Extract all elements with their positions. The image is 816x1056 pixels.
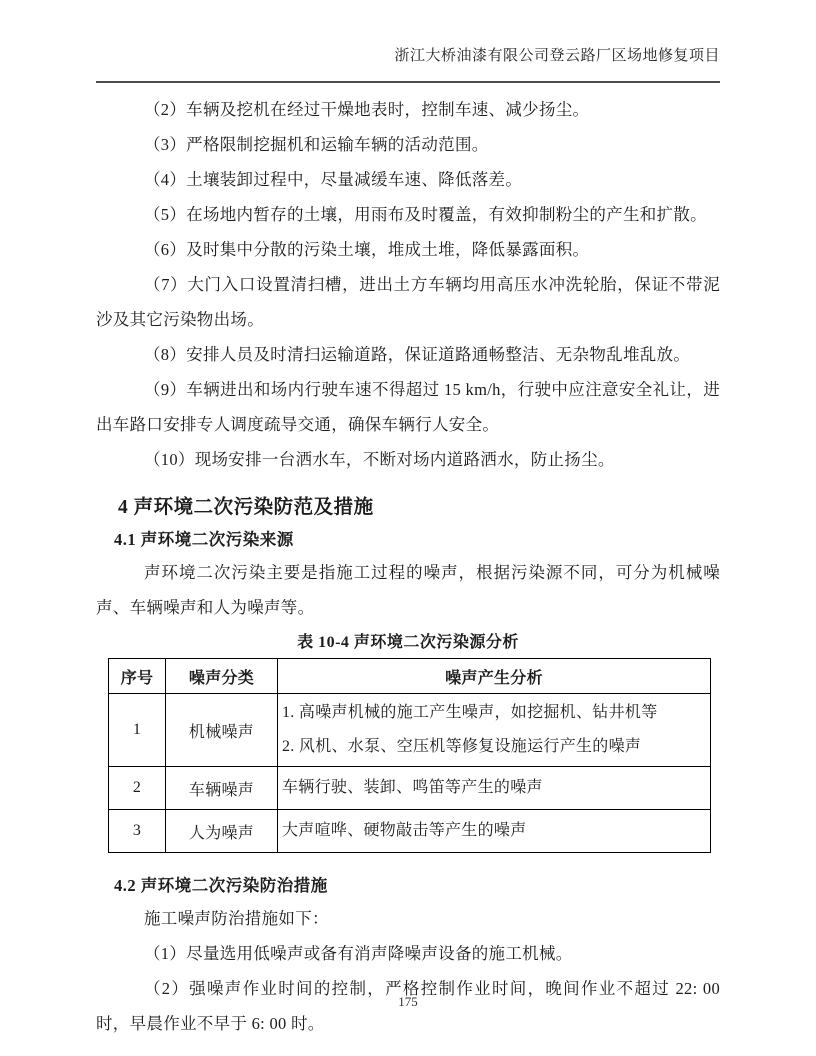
dust-measure-item: （8）安排人员及时清扫运输道路，保证道路通畅整洁、无杂物乱堆乱放。 <box>144 345 691 364</box>
analysis-line: 车辆行驶、装卸、鸣笛等产生的噪声 <box>282 779 543 796</box>
dust-measures-list <box>96 92 720 477</box>
table-row <box>109 694 711 767</box>
noise-measure-item: （1）尽量选用低噪声或备有消声降噪声设备的施工机械。 <box>144 944 573 963</box>
dust-measure-item: （6）及时集中分散的污染土壤，堆成土堆，降低暴露面积。 <box>144 240 590 259</box>
cell-analysis <box>278 767 711 810</box>
cell-category: 机械噪声 <box>166 694 278 767</box>
section-4-heading: 4 声环境二次污染防范及措施 <box>118 497 374 518</box>
dust-measure-item: （7）大门入口设置清扫槽，进出土方车辆均用高压水冲洗轮胎，保证不带泥沙及其它污染物出场。 <box>96 275 720 329</box>
dust-measure-item: （10）现场安排一台洒水车，不断对场内道路洒水，防止扬尘。 <box>144 450 615 469</box>
table-row <box>109 767 711 810</box>
page-header <box>96 46 720 83</box>
cell-category: 车辆噪声 <box>166 767 278 810</box>
cell-no: 1 <box>109 694 166 767</box>
table-header-category: 噪声分类 <box>166 659 278 694</box>
analysis-line: 2. 风机、水泵、空压机等修复设施运行产生的噪声 <box>282 738 642 755</box>
cell-analysis <box>278 810 711 853</box>
spacer <box>96 853 720 869</box>
analysis-line: 1. 高噪声机械的施工产生噪声，如挖掘机、钻井机等 <box>282 704 658 721</box>
cell-category: 人为噪声 <box>166 810 278 853</box>
table-header-analysis: 噪声产生分析 <box>278 659 711 694</box>
dust-measure-item: （5）在场地内暂存的土壤，用雨布及时覆盖，有效抑制粉尘的产生和扩散。 <box>144 205 707 224</box>
analysis-line: 大声喧哗、硬物敲击等产生的噪声 <box>282 822 527 839</box>
cell-analysis <box>278 694 711 767</box>
header-title: 浙江大桥油漆有限公司登云路厂区场地修复项目 <box>394 48 720 64</box>
section-4-2-intro: 施工噪声防治措施如下： <box>144 909 329 928</box>
table-row <box>109 810 711 853</box>
page-footer <box>0 994 816 1010</box>
dust-measure-item: （9）车辆进出和场内行驶车速不得超过 15 km/h，行驶中应注意安全礼让，进出车路口安排专人调度疏导交通，确保车辆行人安全。 <box>96 380 720 434</box>
page-number: 175 <box>398 994 418 1009</box>
dust-measure-item: （4）土壤装卸过程中，尽量减缓车速、降低落差。 <box>144 170 523 189</box>
table-header-row <box>109 659 711 694</box>
dust-measure-item: （2）车辆及挖机在经过干燥地表时，控制车速、减少扬尘。 <box>144 100 590 119</box>
cell-no: 3 <box>109 810 166 853</box>
noise-measure-item: （2）强噪声作业时间的控制，严格控制作业时间，晚间作业不超过 22: 00 时，早晨作业不早于 6: 00 时。 <box>96 979 720 1033</box>
section-4-1-paragraph: 声环境二次污染主要是指施工过程的噪声，根据污染源不同，可分为机械噪声、车辆噪声和人为噪声等。 <box>96 563 720 617</box>
section-4-2-heading: 4.2 声环境二次污染防治措施 <box>114 876 328 895</box>
cell-no: 2 <box>109 767 166 810</box>
table-header-no: 序号 <box>109 659 166 694</box>
noise-source-table <box>108 658 711 853</box>
dust-measure-item: （3）严格限制挖掘机和运输车辆的活动范围。 <box>144 135 489 154</box>
table-caption: 表 10-4 声环境二次污染源分析 <box>297 634 519 651</box>
section-4-1-heading: 4.1 声环境二次污染来源 <box>114 530 294 549</box>
